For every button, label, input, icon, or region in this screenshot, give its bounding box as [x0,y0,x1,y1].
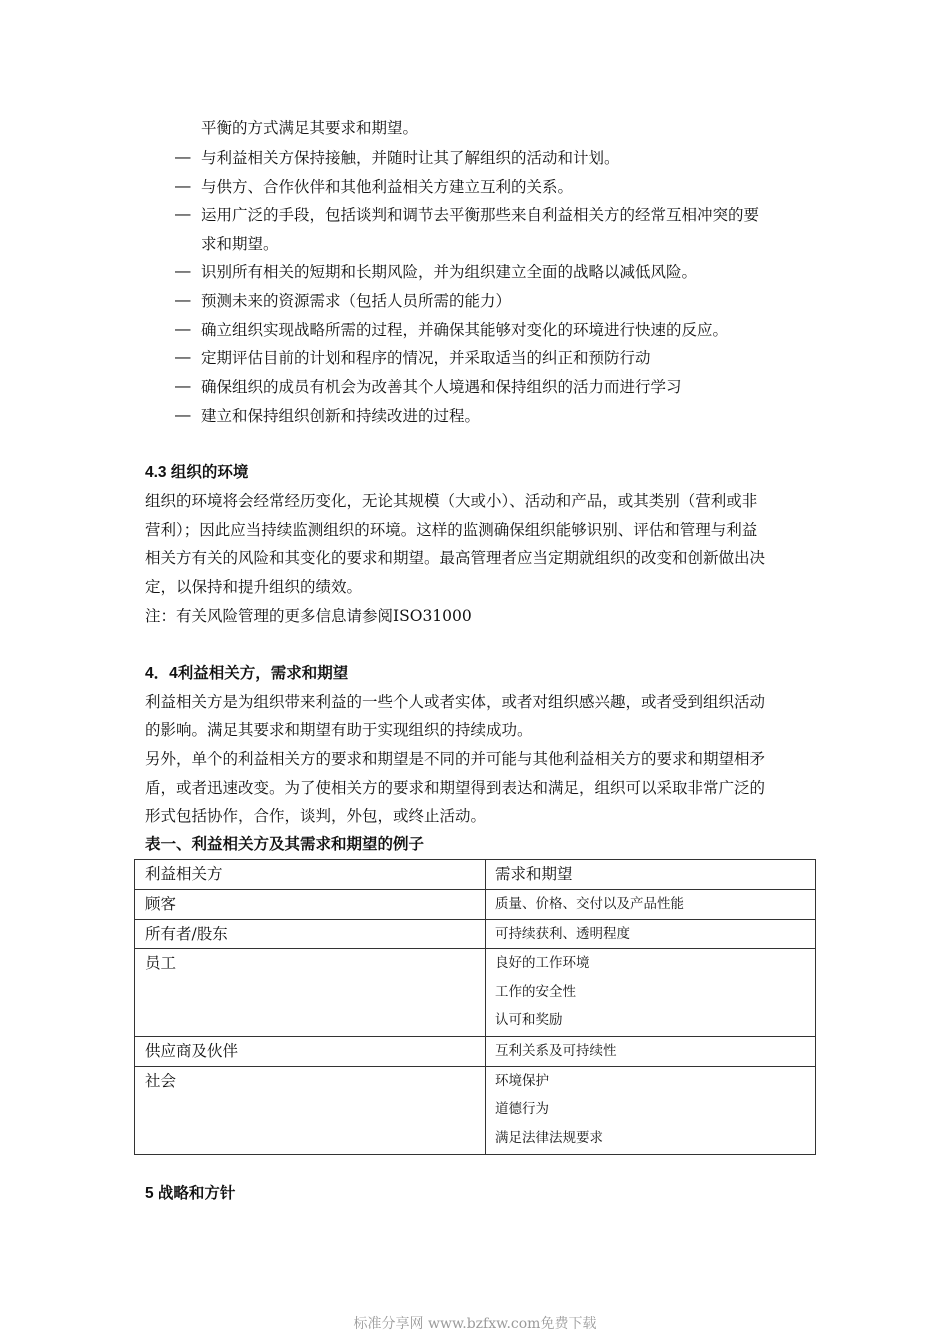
footer-watermark: 标准分享网 www.bzfxw.com免费下载 [353,1316,597,1332]
dash-marker: — [175,321,191,338]
header-cell-needs: 需求和期望 [486,860,816,890]
table-row [135,1037,816,1067]
cell-needs [486,890,816,920]
dash-marker: — [175,149,191,166]
list-item: 识别所有相关的短期和长期风险，并为组织建立全面的战略以减低风险。 [201,263,698,281]
dash-marker: — [175,292,191,309]
list-item-continuation: 求和期望。 [201,235,279,253]
dash-marker: — [175,178,191,195]
note: 注：有关风险管理的更多信息请参阅ISO31000 [145,607,472,625]
need-item: 可持续获利、透明程度 [495,925,630,942]
section-heading: 5 战略和方针 [145,1185,236,1202]
list-item: 确立组织实现战略所需的过程，并确保其能够对变化的环境进行快速的反应。 [201,321,729,339]
table-header-row [135,860,816,890]
dash-marker: — [175,407,191,424]
table-caption: 表一、利益相关方及其需求和期望的例子 [145,836,425,853]
paragraph-line: 利益相关方是为组织带来利益的一些个人或者实体，或者对组织感兴趣，或者受到组织活动 [145,693,766,711]
need-item: 环境保护 [495,1072,549,1089]
paragraph-line: 相关方有关的风险和其变化的要求和期望。最高管理者应当定期就组织的改变和创新做出决 [145,549,766,567]
list-item: 与利益相关方保持接触，并随时让其了解组织的活动和计划。 [201,149,620,167]
table-row [135,949,816,1037]
dash-marker: — [175,349,191,366]
cell-party: 所有者/股东 [135,919,486,949]
stakeholder-table [134,859,816,1155]
dash-marker: — [175,263,191,280]
need-item: 满足法律法规要求 [495,1129,603,1146]
dash-marker: — [175,378,191,395]
list-item: 与供方、合作伙伴和其他利益相关方建立互利的关系。 [201,178,574,196]
paragraph-line: 另外，单个的利益相关方的要求和期望是不同的并可能与其他利益相关方的要求和期望相矛 [145,750,766,768]
paragraph-line: 形式包括协作，合作，谈判，外包，或终止活动。 [145,807,487,825]
need-item: 互利关系及可持续性 [495,1043,617,1059]
list-item: 定期评估目前的计划和程序的情况，并采取适当的纠正和预防行动 [201,349,651,367]
need-item: 质量、价格、交付以及产品性能 [495,896,684,912]
list-item: 确保组织的成员有机会为改善其个人境遇和保持组织的活力而进行学习 [201,378,682,396]
list-item: 预测未来的资源需求（包括人员所需的能力） [201,292,512,310]
header-cell-party: 利益相关方 [135,860,486,890]
table-row [135,919,816,949]
paragraph-line: 的影响。满足其要求和期望有助于实现组织的持续成功。 [145,721,533,739]
cell-needs [486,949,816,1037]
intro-continuation: 平衡的方式满足其要求和期望。 [201,119,419,137]
need-item: 认可和奖励 [495,1012,563,1028]
cell-party: 供应商及伙伴 [135,1037,486,1067]
need-item: 道德行为 [495,1101,549,1117]
cell-party: 员工 [135,949,486,1037]
paragraph-line: 定，以保持和提升组织的绩效。 [145,578,363,596]
paragraph-line: 盾，或者迅速改变。为了使相关方的要求和期望得到表达和满足，组织可以采取非常广泛的 [145,779,766,797]
list-item: 运用广泛的手段，包括谈判和调节去平衡那些来自利益相关方的经常互相冲突的要 [201,206,760,224]
cell-party: 顾客 [135,890,486,920]
section-heading: 4.3 组织的环境 [145,464,249,481]
cell-needs [486,1066,816,1154]
paragraph-line: 组织的环境将会经常经历变化，无论其规模（大或小）、活动和产品，或其类别（营利或非 [145,492,758,510]
list-item: 建立和保持组织创新和持续改进的过程。 [201,407,481,425]
need-item: 良好的工作环境 [495,955,590,971]
cell-needs [486,919,816,949]
cell-needs [486,1037,816,1067]
dash-marker: — [175,206,191,223]
cell-party: 社会 [135,1066,486,1154]
need-item: 工作的安全性 [495,983,576,1000]
table-row [135,890,816,920]
paragraph-line: 营利）；因此应当持续监测组织的环境。这样的监测确保组织能够识别、评估和管理与利益 [145,521,758,539]
table-row [135,1066,816,1154]
section-heading: 4．4利益相关方，需求和期望 [145,665,349,682]
